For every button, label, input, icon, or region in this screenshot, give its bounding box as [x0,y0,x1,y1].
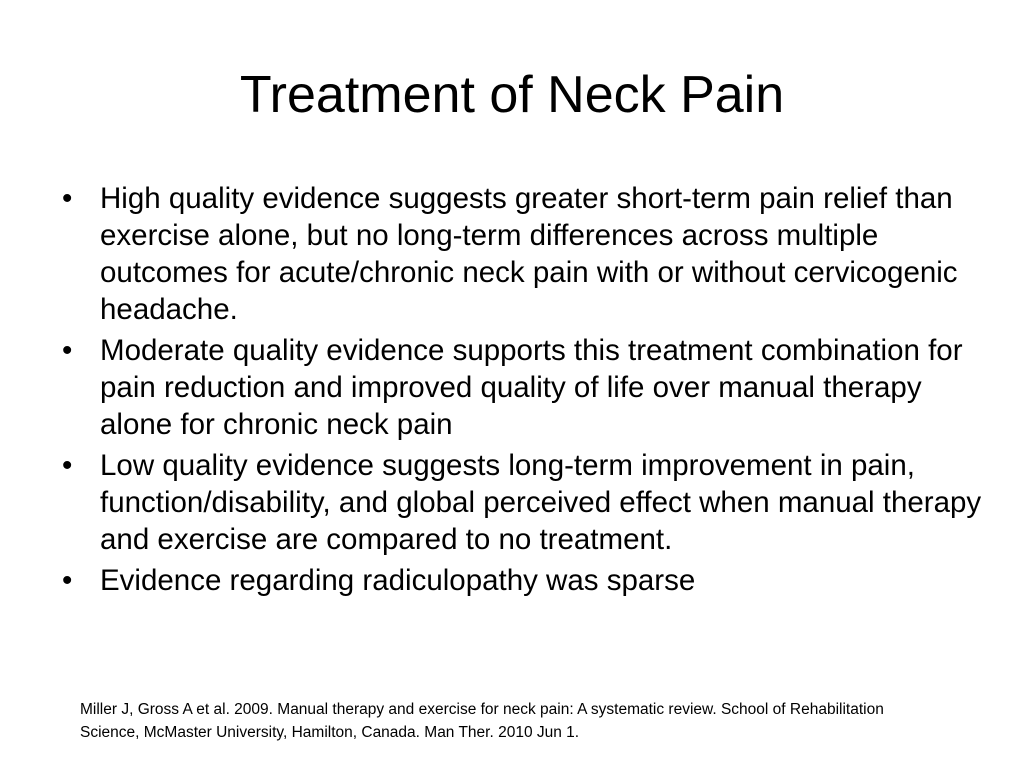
slide-title: Treatment of Neck Pain [239,66,785,124]
bullet-text: Moderate quality evidence supports this treatment combination for pain reduction and improved quality of life over manual therapy alone for chronic neck pain [100,334,963,441]
bullet-item [62,562,982,599]
bullet-text: Low quality evidence suggests long-term improvement in pain, function/disability, and global perceived effect when manual therapy and exercise are compared to no treatment. [100,449,982,556]
bullet-marker: • [62,449,73,482]
bullet-item [62,180,982,328]
citation-footnote: Miller J, Gross A et al. 2009. Manual therapy and exercise for neck pain: A systematic review. School of Rehabilitation Science, McMaster University, Hamilton, Canada. Man Ther. 2010 Jun 1. [80,701,884,741]
bullet-item [62,447,982,558]
bullet-marker: • [62,182,73,215]
bullet-text: High quality evidence suggests greater short-term pain relief than exercise alone, but no long-term differences across multiple outcomes for acute/chronic neck pain with or without cervicogenic headache. [100,182,958,326]
bullet-list [62,180,982,603]
bullet-marker: • [62,334,73,367]
bullet-item [62,332,982,443]
bullet-text: Evidence regarding radiculopathy was sparse [100,564,696,597]
bullet-marker: • [62,564,73,597]
